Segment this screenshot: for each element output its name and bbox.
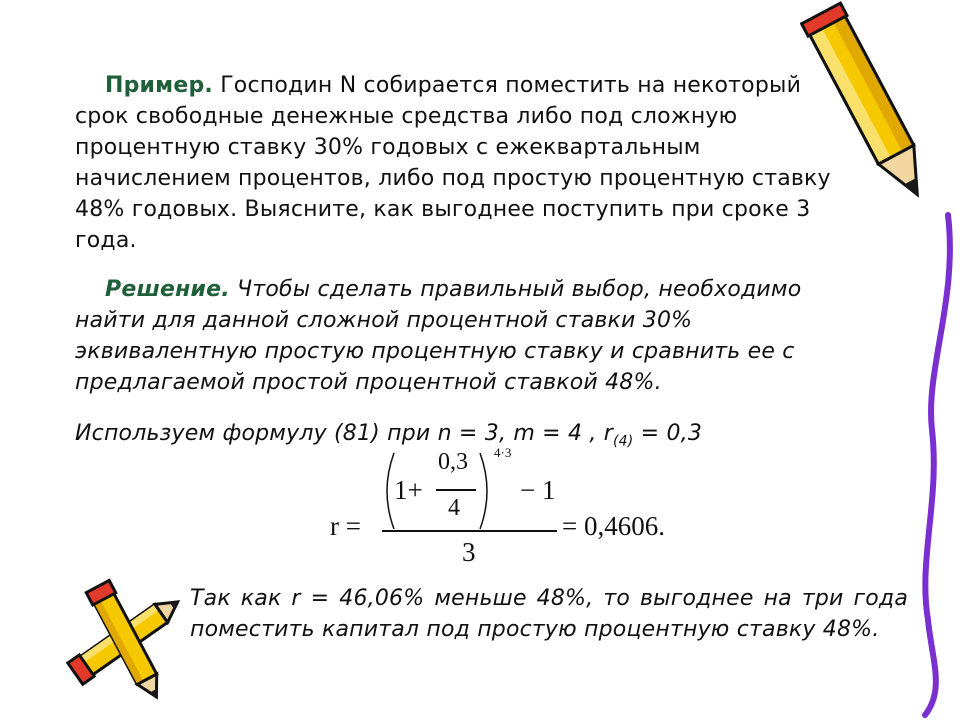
solution-text: Чтобы сделать правильный выбор, необходимо найти для данной сложной процентной ставки 30% эквивалентную простую процентную ставку и сравнить ее с предлагаемой простой процентной ставкой 48%. bbox=[75, 277, 802, 395]
example-paragraph bbox=[75, 70, 860, 256]
formula-minus-one: − 1 bbox=[520, 475, 556, 505]
formula-intro-subscript: (4) bbox=[613, 433, 634, 450]
formula-intro-tail: = 0,3 bbox=[633, 421, 703, 446]
solution-paragraph bbox=[75, 274, 865, 398]
inner-denominator: 4 bbox=[448, 495, 460, 521]
example-text: Господин N собирается поместить на некоторый срок свободные денежные средства либо под сложную процентную ставку 30% годовых с ежеквартальным начислением процентов, либо под простую процентную ставку 48% годовых. Выясните, как выгоднее поступить при сроке 3 года. bbox=[75, 73, 831, 253]
formula-lhs: r = bbox=[330, 511, 361, 541]
exponent: 4·3 bbox=[494, 445, 512, 460]
solution-label: Решение. bbox=[105, 277, 230, 302]
outer-denominator: 3 bbox=[462, 537, 476, 567]
right-paren bbox=[478, 451, 494, 531]
crossed-pencils-icon bbox=[55, 570, 195, 710]
inner-fraction-bar bbox=[436, 489, 476, 491]
conclusion-paragraph: Так как r = 46,06% меньше 48%, то выгоднее на три года поместить капитал под простую процентную ставку 48%. bbox=[190, 586, 908, 642]
formula-one-plus: 1+ bbox=[394, 475, 423, 505]
equivalent-rate-formula bbox=[330, 443, 690, 573]
formula-result: = 0,4606. bbox=[562, 511, 665, 541]
formula-intro-text: Используем формулу (81) при n = 3, m = 4 , r bbox=[75, 421, 614, 446]
outer-fraction-bar bbox=[382, 530, 557, 532]
inner-numerator: 0,3 bbox=[438, 449, 468, 475]
example-label: Пример. bbox=[105, 73, 213, 98]
